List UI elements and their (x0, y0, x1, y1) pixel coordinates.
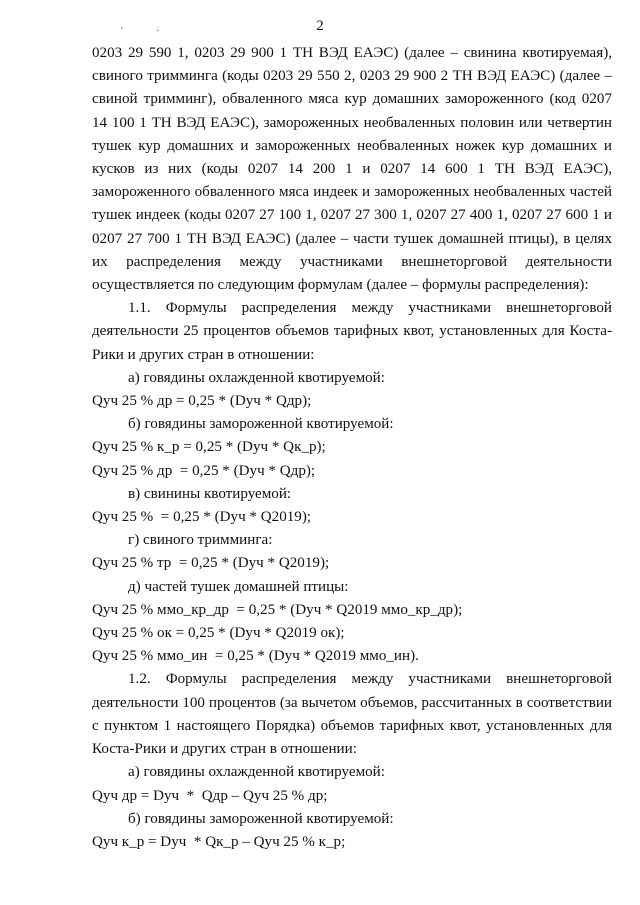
paragraph: в) свинины квотируемой: (128, 485, 292, 502)
paragraph: 1.2. Формулы распределения между участниками внешнеторговой деятельности 100 процентов (за вычетом объемов, рассчитанных в соответствии с пунктом 1 настоящего Порядка) объемов тарифных квот, установленных для Коста-Рики и других стран в отношении: (92, 671, 612, 758)
formula-line: Qуч 25 % тр = 0,25 * (Dуч * Q2019); (92, 555, 330, 572)
formula-line: Qуч к_р = Dуч * Qк_р – Qуч 25 % к_р; (92, 833, 346, 850)
paragraph: 1.1. Формулы распределения между участниками внешнеторговой деятельности 25 процентов объемов тарифных квот, установленных для Коста-Рики и других стран в отношении: (92, 300, 612, 363)
formula-line: Qуч 25 % др = 0,25 * (Dуч * Qдр); (92, 462, 316, 479)
paragraph: г) свиного тримминга: (128, 532, 273, 549)
paragraph: а) говядины охлажденной квотируемой: (128, 764, 385, 781)
paragraph: д) частей тушек домашней птицы: (128, 578, 349, 595)
page-number: 2 (316, 18, 324, 34)
formula-line: Qуч 25 % к_р = 0,25 * (Dуч * Qк_р); (92, 439, 326, 456)
paragraph: б) говядины замороженной квотируемой: (128, 810, 394, 827)
formula-line: Qуч др = Dуч * Qдр – Qуч 25 % др; (92, 787, 328, 804)
formula-line: Qуч 25 % др = 0,25 * (Dуч * Qдр); (92, 393, 312, 410)
document-body (92, 42, 612, 854)
paragraph: б) говядины замороженной квотируемой: (128, 416, 394, 433)
formula-line: Qуч 25 % ок = 0,25 * (Dуч * Q2019 ок); (92, 625, 345, 642)
paragraph: 0203 29 590 1, 0203 29 900 1 ТН ВЭД ЕАЭС) (далее – свинина квотируемая), свиного тримминга (коды 0203 29 550 2, 0203 29 900 2 ТН ВЭД ЕАЭС) (далее – свиной тримминг), обваленного мяса кур домашних замороженного (код 0207 14 100 1 ТН ВЭД ЕАЭС), замороженных необваленных половин или четвертин тушек кур домашних и замороженных необваленных ножек кур домашних и кусков из них (коды 0207 14 200 1 и 0207 14 600 1 ТН ВЭД ЕАЭС), замороженного обваленного мяса индеек и замороженных необваленных частей тушек индеек (коды 0207 27 100 1, 0207 27 300 1, 0207 27 400 1, 0207 27 600 1 и 0207 27 700 1 ТН ВЭД ЕАЭС) (далее – части тушек домашней птицы), в целях их распределения между участниками внешнеторговой деятельности осуществляется по следующим формулам (далее – формулы распределения): (92, 45, 612, 294)
formula-line: Qуч 25 % ммо_ин = 0,25 * (Dуч * Q2019 ммо_ин). (92, 648, 419, 665)
paragraph: а) говядины охлажденной квотируемой: (128, 369, 385, 386)
formula-line: Qуч 25 % ммо_кр_др = 0,25 * (Dуч * Q2019 ммо_кр_др); (92, 601, 463, 618)
scan-artifact: ' (121, 26, 123, 37)
formula-line: Qуч 25 % = 0,25 * (Dуч * Q2019); (92, 509, 312, 526)
scan-artifact: · (156, 26, 160, 37)
